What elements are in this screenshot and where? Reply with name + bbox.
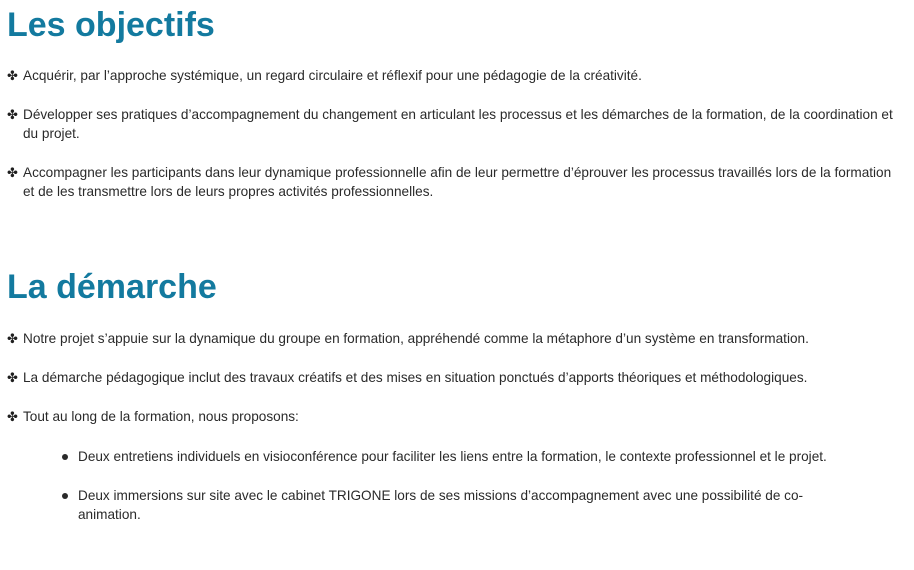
objectif-text: Accompagner les participants dans leur dynamique professionnelle afin de leur permettre d’éprouver les processus travaillés lors de la formation et de les transmettre lors de leurs propres activités professionnelles. xyxy=(23,165,892,199)
demarche-text: La démarche pédagogique inclut des travaux créatifs et des mises en situation ponctués d’apports théoriques et méthodologiques. xyxy=(23,370,808,385)
proposal-text: Deux entretiens individuels en visioconférence pour faciliter les liens entre la formation, le contexte professionnel et le projet. xyxy=(78,449,827,464)
objectif-text: Acquérir, par l’approche systémique, un regard circulaire et réflexif pour une pédagogie de la créativité. xyxy=(23,68,642,83)
proposal-text: Deux immersions sur site avec le cabinet TRIGONE lors de ses missions d’accompagnement avec une possibilité de co-animation. xyxy=(78,488,804,522)
cross-bullet-icon: ✤ xyxy=(7,68,18,83)
demarche-item xyxy=(7,368,902,387)
section-title-objectifs: Les objectifs xyxy=(7,6,215,44)
cross-bullet-icon: ✤ xyxy=(7,370,18,385)
objectif-text: Développer ses pratiques d’accompagnement du changement en articulant les processus et les démarches de la formation, de la coordination et du projet. xyxy=(23,107,893,141)
demarche-list xyxy=(7,329,902,426)
dot-bullet-icon xyxy=(62,493,68,499)
proposal-item xyxy=(62,486,862,524)
proposals-sublist xyxy=(62,447,862,524)
objectif-item xyxy=(7,105,902,143)
demarche-text: Tout au long de la formation, nous proposons: xyxy=(23,409,299,424)
cross-bullet-icon: ✤ xyxy=(7,331,18,346)
objectif-item xyxy=(7,163,902,201)
objectifs-list xyxy=(7,66,902,201)
dot-bullet-icon xyxy=(62,454,68,460)
proposal-item xyxy=(62,447,862,466)
section-title-demarche: La démarche xyxy=(7,268,217,306)
demarche-item xyxy=(7,407,902,426)
objectif-item xyxy=(7,66,902,85)
cross-bullet-icon: ✤ xyxy=(7,165,18,180)
demarche-text: Notre projet s’appuie sur la dynamique du groupe en formation, appréhendé comme la métaphore d’un système en transformation. xyxy=(23,331,809,346)
cross-bullet-icon: ✤ xyxy=(7,409,18,424)
cross-bullet-icon: ✤ xyxy=(7,107,18,122)
demarche-item xyxy=(7,329,902,348)
